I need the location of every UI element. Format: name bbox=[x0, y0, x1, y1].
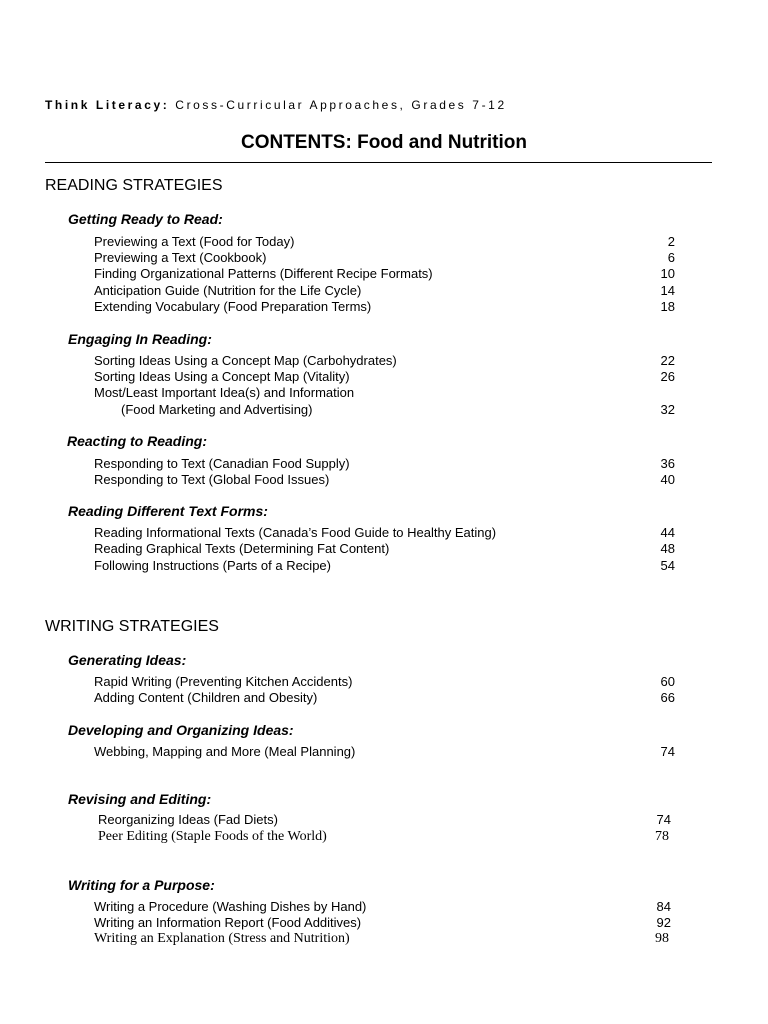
header-subtitle: Cross-Curricular Approaches, Grades 7-12 bbox=[175, 98, 507, 112]
subheading-developing: Developing and Organizing Ideas: bbox=[68, 722, 294, 738]
header-brand: Think Literacy: bbox=[45, 98, 170, 112]
subheading-generating: Generating Ideas: bbox=[68, 652, 187, 668]
subheading-purpose: Writing for a Purpose: bbox=[68, 877, 215, 893]
toc-page-number: 18 bbox=[660, 299, 675, 314]
toc-page-number: 32 bbox=[660, 402, 675, 417]
toc-page-number: 10 bbox=[660, 266, 675, 281]
page-title: CONTENTS: Food and Nutrition bbox=[240, 132, 527, 153]
toc-page-number: 84 bbox=[656, 899, 671, 914]
toc-entry: Peer Editing (Staple Foods of the World) bbox=[98, 829, 327, 844]
toc-page-number: 54 bbox=[660, 558, 675, 573]
toc-entry: Sorting Ideas Using a Concept Map (Carbohydrates) bbox=[94, 353, 397, 368]
toc-entry: Writing an Explanation (Stress and Nutrition) bbox=[94, 931, 350, 946]
toc-entry: Finding Organizational Patterns (Different Recipe Formats) bbox=[94, 266, 433, 281]
toc-entry: Webbing, Mapping and More (Meal Planning) bbox=[94, 744, 356, 759]
toc-page-number: 48 bbox=[660, 541, 675, 556]
subheading-revising: Revising and Editing: bbox=[68, 791, 212, 807]
toc-entry: Writing an Information Report (Food Additives) bbox=[94, 915, 362, 930]
toc-entry: Reading Informational Texts (Canada’s Food Guide to Healthy Eating) bbox=[94, 525, 497, 540]
toc-entry: Anticipation Guide (Nutrition for the Life Cycle) bbox=[94, 283, 362, 298]
toc-page-number: 36 bbox=[660, 456, 675, 471]
toc-page-number: 22 bbox=[660, 353, 675, 368]
toc-entry: Adding Content (Children and Obesity) bbox=[94, 690, 318, 705]
toc-page-number: 66 bbox=[660, 690, 675, 705]
toc-page-number: 14 bbox=[660, 283, 675, 298]
toc-entry: Responding to Text (Global Food Issues) bbox=[94, 472, 330, 487]
toc-entry: Rapid Writing (Preventing Kitchen Accidents) bbox=[94, 674, 353, 689]
section-heading-writing: WRITING STRATEGIES bbox=[45, 618, 219, 635]
document-header bbox=[45, 98, 507, 112]
subheading-text-forms: Reading Different Text Forms: bbox=[68, 503, 268, 519]
toc-entry: Writing a Procedure (Washing Dishes by Hand) bbox=[94, 899, 367, 914]
subheading-reacting: Reacting to Reading: bbox=[67, 433, 208, 449]
toc-entry: Reorganizing Ideas (Fad Diets) bbox=[98, 812, 278, 827]
subheading-engaging: Engaging In Reading: bbox=[68, 331, 212, 347]
toc-page-number: 60 bbox=[660, 674, 675, 689]
toc-entry: Reading Graphical Texts (Determining Fat Content) bbox=[94, 541, 390, 556]
toc-page-number: 2 bbox=[667, 234, 675, 249]
toc-entry-continued: (Food Marketing and Advertising) bbox=[121, 402, 313, 417]
toc-page-number: 78 bbox=[655, 829, 669, 844]
toc-page-number: 44 bbox=[660, 525, 675, 540]
toc-page-number: 74 bbox=[660, 744, 675, 759]
subheading-getting-ready: Getting Ready to Read: bbox=[68, 211, 223, 227]
toc-page-number: 6 bbox=[667, 250, 675, 265]
toc-entry: Responding to Text (Canadian Food Supply) bbox=[94, 456, 350, 471]
toc-page-number: 92 bbox=[656, 915, 671, 930]
toc-entry: Most/Least Important Idea(s) and Information bbox=[94, 385, 355, 400]
toc-entry: Previewing a Text (Food for Today) bbox=[94, 234, 295, 249]
title-divider bbox=[45, 162, 712, 163]
toc-entry: Following Instructions (Parts of a Recipe) bbox=[94, 558, 331, 573]
toc-page-number: 40 bbox=[660, 472, 675, 487]
toc-page-number: 26 bbox=[660, 369, 675, 384]
toc-page-number: 74 bbox=[656, 812, 671, 827]
toc-entry: Sorting Ideas Using a Concept Map (Vitality) bbox=[94, 369, 350, 384]
section-heading-reading: READING STRATEGIES bbox=[45, 177, 223, 194]
toc-entry: Previewing a Text (Cookbook) bbox=[94, 250, 267, 265]
toc-page-number: 98 bbox=[655, 931, 669, 946]
toc-entry: Extending Vocabulary (Food Preparation Terms) bbox=[94, 299, 372, 314]
